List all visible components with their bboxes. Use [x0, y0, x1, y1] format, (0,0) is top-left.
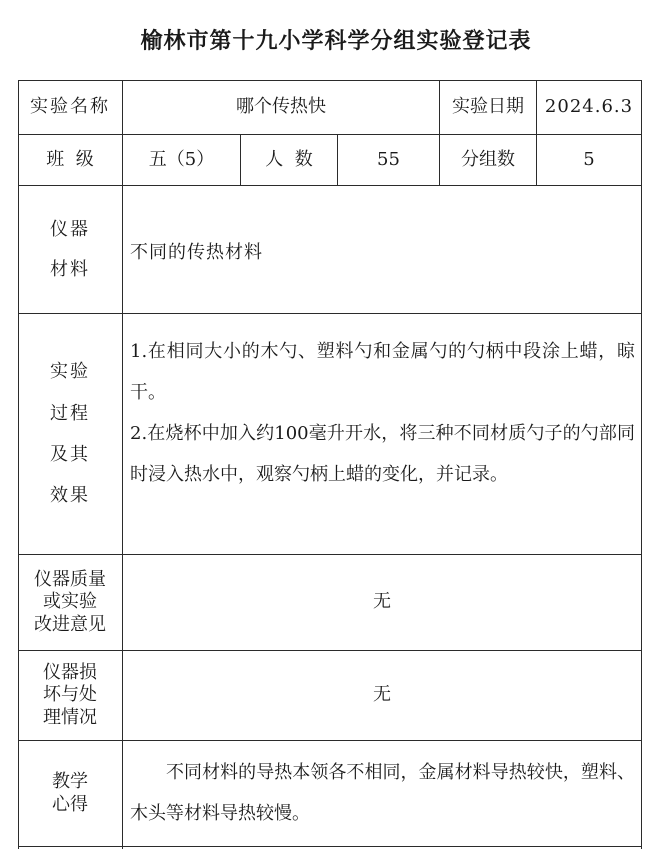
experiment-date-value: 2024.6.3: [544, 95, 634, 117]
experiment-name-value: 哪个传热快: [236, 95, 326, 117]
instruments-label: 仪器 材料: [50, 218, 90, 280]
people-value: 55: [377, 148, 400, 170]
people-label: 人 数: [265, 148, 313, 170]
registration-table: [18, 80, 642, 849]
instruments-value: 不同的传热材料: [130, 242, 263, 263]
groups-value: 5: [583, 148, 595, 170]
reflection-label: 教学 心得: [52, 771, 88, 815]
process-step-1: 1.在相同大小的木勺、塑料勺和金属勺的勺柄中段涂上蜡，晾干。: [130, 341, 635, 403]
process-label: 实验 过程 及其 效果: [50, 361, 90, 507]
damage-label: 仪器损 坏与处 理情况: [43, 661, 97, 728]
reflection-value: 不同材料的导热本领各不相同，金属材料导热较快，塑料、木头等材料导热较慢。: [130, 762, 635, 824]
class-label: 班 级: [46, 148, 94, 170]
table-border-right: [641, 80, 642, 849]
damage-value: 无: [373, 684, 391, 706]
experiment-date-label: 实验日期: [452, 95, 524, 117]
process-steps: [130, 331, 635, 495]
quality-value: 无: [373, 591, 391, 613]
groups-label: 分组数: [461, 148, 515, 170]
row-divider: [18, 846, 642, 847]
quality-label: 仪器质量 或实验 改进意见: [34, 568, 106, 635]
form-title: 榆林市第十九小学科学分组实验登记表: [140, 29, 532, 54]
process-step-2: 2.在烧杯中加入约100毫升开水，将三种不同材质勺子的勺部同时浸入热水中，观察勺柄上蜡的变化，并记录。: [130, 423, 635, 485]
class-value: 五（5）: [148, 148, 215, 170]
experiment-name-label: 实验名称: [30, 95, 110, 117]
